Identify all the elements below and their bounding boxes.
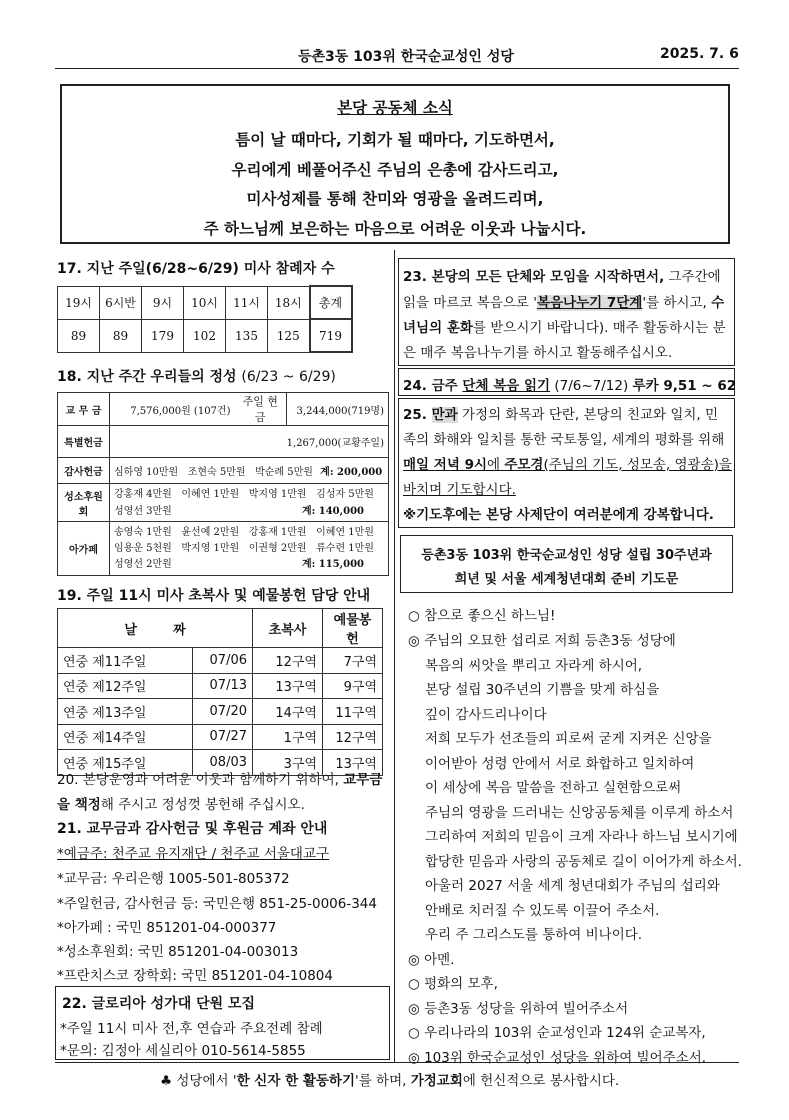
sched-week: 연중 제14주일	[58, 724, 193, 750]
s25-line: ※기도후에는 본당 사제단이 여러분에게 강복합니다.	[403, 507, 714, 523]
att-value-total: 719	[310, 319, 352, 352]
prayer-line: ○ 평화의 모후,	[408, 976, 498, 992]
s22-line: *주일 11시 미사 전,후 연습과 주요전례 참례	[60, 1021, 323, 1037]
att-header: 9시	[142, 286, 184, 319]
header-rule	[55, 68, 739, 69]
account-line: *성소후원회: 국민 851201-04-003013	[57, 944, 299, 960]
s24-text: (7/6~7/12)	[550, 378, 633, 394]
offer-label: 감사헌금	[58, 458, 110, 484]
prayer-line: 깊이 감사드리나이다	[425, 707, 547, 723]
s20-bold: 을 책정	[57, 797, 101, 813]
att-header-total: 총계	[310, 286, 352, 319]
s23-bold: 수	[711, 295, 725, 311]
offer-detail	[110, 458, 389, 484]
offer-label: 성소후원회	[58, 484, 110, 522]
prayer-line: 합당한 믿음과 사랑의 공동체로 길이 이어가게 하소서.	[425, 854, 742, 870]
s25-bold: 25.	[403, 407, 432, 423]
footer-rule	[55, 1062, 739, 1063]
offer-value: 7,576,000원 (107건)	[110, 393, 235, 426]
att-header: 18시	[268, 286, 310, 319]
s23-text: 를 받으시기 바랍니다). 매주 활동하시는 분	[472, 320, 726, 336]
s25-bold: 만과	[431, 407, 458, 423]
att-value: 89	[100, 319, 142, 352]
sched-week: 연중 제13주일	[58, 699, 193, 725]
s23-bold: 23. 본당의 모든 단체와 모임을 시작하면서,	[403, 269, 665, 285]
sched-date: 08/03	[193, 750, 253, 776]
sched-date: 07/13	[193, 673, 253, 699]
offer-total: 계: 200,000	[320, 467, 383, 478]
prayer-line: 복음의 씨앗을 뿌리고 자라게 하시어,	[425, 658, 643, 674]
s18-title-range: (6/23 ~ 6/29)	[241, 369, 336, 385]
offer-names: 성영선 3만원	[114, 505, 172, 517]
att-value: 135	[226, 319, 268, 352]
s25-bold: 매일 저녁 9시	[403, 457, 487, 473]
s25-text: 가정의 화목과 단란, 본당의 친교와 일치, 민	[457, 407, 719, 423]
s23-text: 그주간에	[664, 269, 721, 285]
s24-box	[398, 368, 735, 396]
offer-label: 아가페	[58, 522, 110, 576]
sched-week: 연중 제15주일	[58, 750, 193, 776]
att-header: 19시	[58, 286, 100, 319]
att-header: 6시반	[100, 286, 142, 319]
prayer-line: 아울러 2027 서울 세계 청년대회가 주님의 섭리와	[425, 878, 720, 894]
table-row	[58, 648, 383, 674]
prayer-line: 본당 설립 30주년의 기쁨을 맞게 하심을	[425, 682, 660, 698]
account-line: *프란치스코 장학회: 국민 851201-04-10804	[57, 968, 333, 984]
s22-title: 22. 글로리아 성가대 단원 모집	[62, 996, 256, 1012]
offer-detail	[110, 522, 389, 576]
offer-names: 임용운 5천원 박지영 1만원 이권형 2만원 류수련 1만원	[114, 542, 374, 554]
s25-box	[398, 398, 735, 528]
header-church: 등촌3동 103위 한국순교성인 성당	[298, 49, 514, 65]
s25-bold: 주모경	[504, 457, 544, 473]
s25-text: 에	[487, 457, 505, 473]
sched-a: 14구역	[253, 699, 323, 725]
footer-part: ♣ 성당에서 '	[160, 1073, 237, 1089]
s25-text: (주님의 기도, 성모송, 영광송)을	[543, 457, 732, 473]
footer-part: '를 하며,	[355, 1073, 411, 1089]
s20-line1	[57, 768, 382, 788]
notice-line: 주 하느님께 보은하는 마음으로 어려운 이웃과 나눕시다.	[203, 220, 587, 238]
s20-bold: 교무금	[343, 772, 383, 788]
notice-line: 틈이 날 때마다, 기회가 될 때마다, 기도하면서,	[235, 131, 555, 149]
s23-line	[403, 291, 724, 311]
notice-title: 본당 공동체 소식	[337, 99, 453, 117]
s25-line: 바치며 기도합시다.	[403, 482, 516, 498]
prayer-line: 저희 모두가 선조들의 피로써 굳게 지켜온 신앙을	[425, 731, 712, 747]
table-row	[58, 724, 383, 750]
prayer-line: 이어받아 성령 안에서 서로 화합하고 일치하여	[425, 756, 695, 772]
prayer-title: 희년 및 서울 세계청년대회 준비 기도문	[454, 572, 679, 587]
table-row	[58, 673, 383, 699]
sched-header: 초복사	[253, 609, 323, 648]
footer-bold: 한 신자 한 활동하기	[236, 1073, 355, 1089]
sched-header: 예물봉헌	[323, 609, 383, 648]
sched-b: 9구역	[323, 673, 383, 699]
prayer-line: 이 세상에 복음 말씀을 전하고 실현함으로써	[425, 780, 682, 796]
att-header: 10시	[184, 286, 226, 319]
s22-line: *문의: 김정아 세실리아 010-5614-5855	[60, 1043, 306, 1059]
offer-label: 주일 현금	[235, 393, 287, 426]
s18-title-main: 18. 지난 주간 우리들의 정성	[57, 369, 237, 385]
offer-names: 송영숙 1만원 윤선예 2만원 강홍재 1만원 이혜연 1만원	[114, 526, 374, 538]
offering-table	[57, 392, 389, 576]
att-value: 102	[184, 319, 226, 352]
sched-a: 12구역	[253, 648, 323, 674]
account-line: *교무금: 우리은행 1005-501-805372	[57, 871, 290, 887]
account-line: *주일헌금, 감사헌금 등: 국민은행 851-25-0006-344	[57, 896, 377, 912]
offer-names: 심하영 10만원 조현숙 5만원 박순례 5만원	[114, 467, 313, 478]
account-line: *예금주: 천주교 유지재단 / 천주교 서울대교구	[57, 846, 330, 862]
offer-value: 3,244,000(719명)	[287, 393, 389, 426]
sched-b: 7구역	[323, 648, 383, 674]
s23-text: '를 하시고,	[642, 295, 712, 311]
s20-text: 해 주시고 정성껏 봉헌해 주십시오.	[100, 797, 305, 813]
prayer-line: ○ 참으로 좋으신 하느님!	[408, 608, 556, 624]
s23-bold: 복음나누기 7단계	[536, 295, 643, 311]
sched-b: 12구역	[323, 724, 383, 750]
sched-week: 연중 제12주일	[58, 673, 193, 699]
table-row	[58, 699, 383, 725]
sched-date: 07/06	[193, 648, 253, 674]
prayer-title-box	[400, 535, 733, 593]
att-value: 179	[142, 319, 184, 352]
account-line: *아가페 : 국민 851201-04-000377	[57, 920, 277, 936]
attendance-table	[57, 285, 353, 353]
footer-part: 에 헌신적으로 봉사합시다.	[462, 1073, 620, 1089]
s23-box	[398, 258, 735, 366]
s23-line: 은 매주 복음나누기를 하시고 활동해주십시오.	[403, 345, 673, 361]
att-value: 89	[58, 319, 100, 352]
s25-line: 족의 화해와 일치를 통한 국토통일, 세계의 평화를 위해	[403, 432, 725, 448]
s23-line	[403, 316, 726, 336]
prayer-line: 안배로 치러질 수 있도록 이끌어 주소서.	[425, 903, 660, 919]
offer-total: 계: 140,000	[301, 505, 364, 517]
s19-title: 19. 주일 11시 미사 초복사 및 예물봉헌 담당 안내	[57, 588, 371, 604]
schedule-table	[57, 608, 383, 776]
prayer-line: 주님의 영광을 드러내는 신앙공동체를 이루게 하소서	[425, 805, 734, 821]
prayer-line: 그리하여 저희의 믿음이 크게 자라나 하느님 보시기에	[425, 829, 738, 845]
att-header: 11시	[226, 286, 268, 319]
s24-bold: 루카 9,51 ~ 62	[632, 378, 737, 394]
notice-box	[60, 84, 730, 244]
s25-line	[403, 453, 732, 473]
offer-total: 계: 115,000	[301, 558, 364, 570]
sched-week: 연중 제11주일	[58, 648, 193, 674]
header-date: 2025. 7. 6	[660, 46, 739, 62]
sched-header: 날 짜	[58, 609, 253, 648]
sched-a: 13구역	[253, 673, 323, 699]
offer-detail	[110, 484, 389, 522]
prayer-line: ◎ 103위 한국순교성인 성당을 위하여 빌어주소서.	[408, 1050, 707, 1066]
s23-line	[403, 265, 721, 285]
s23-bold: 녀님의 훈화	[403, 320, 473, 336]
s21-title: 21. 교무금과 감사헌금 및 후원금 계좌 안내	[57, 821, 328, 837]
s18-title	[57, 366, 336, 386]
offer-label: 교 무 금	[58, 393, 110, 426]
footer-bold: 가정교회	[410, 1073, 463, 1089]
prayer-line: ◎ 주님의 오묘한 섭리로 저희 등촌3동 성당에	[408, 633, 676, 649]
footer-text	[160, 1069, 619, 1089]
s20-line2	[57, 793, 305, 813]
s22-box	[55, 986, 390, 1060]
prayer-line: ◎ 아멘.	[408, 952, 455, 968]
s24-bold: 단체 복음 읽기	[462, 378, 551, 394]
s24-text: 24. 금주	[403, 378, 463, 394]
s25-line	[403, 403, 718, 423]
column-divider	[394, 250, 395, 1062]
prayer-line: ◎ 등촌3동 성당을 위하여 빌어주소서	[408, 1001, 629, 1017]
prayer-line: ○ 우리나라의 103위 순교성인과 124위 순교복자,	[408, 1025, 706, 1041]
sched-date: 07/27	[193, 724, 253, 750]
offer-names: 성영선 2만원	[114, 558, 172, 570]
notice-line: 미사성제를 통해 찬미와 영광을 올려드리며,	[246, 190, 544, 208]
prayer-title: 등촌3동 103위 한국순교성인 성당 설립 30주년과	[421, 548, 712, 563]
s17-title: 17. 지난 주일(6/28~6/29) 미사 참례자 수	[57, 261, 335, 277]
offer-names: 강홍재 4만원 이혜연 1만원 박지영 1만원 김성자 5만원	[114, 488, 374, 500]
offer-label: 특별헌금	[58, 426, 110, 458]
notice-line: 우리에게 베풀어주신 주님의 은총에 감사드리고,	[231, 161, 559, 179]
sched-date: 07/20	[193, 699, 253, 725]
sched-a: 3구역	[253, 750, 323, 776]
s20-text: 20. 본당운영과 어려운 이웃과 함께하기 위하여,	[57, 772, 339, 788]
sched-b: 11구역	[323, 699, 383, 725]
att-value: 125	[268, 319, 310, 352]
sched-b: 13구역	[323, 750, 383, 776]
sched-a: 1구역	[253, 724, 323, 750]
prayer-line: 우리 주 그리스도를 통하여 비나이다.	[425, 927, 643, 943]
offer-value: 1,267,000(교황주일)	[110, 426, 389, 458]
s23-text: 읽을 마르코 복음으로 '	[403, 295, 537, 311]
